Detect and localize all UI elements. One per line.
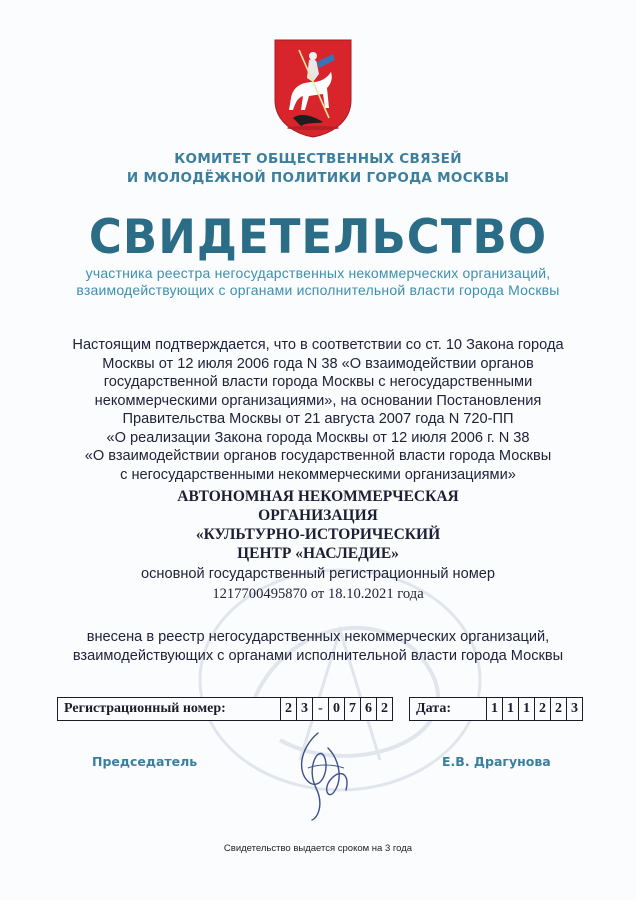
body-line: некоммерческими организациями», на основании Постановления bbox=[94, 392, 542, 409]
registration-number-box bbox=[57, 697, 393, 721]
registration-digit: 7 bbox=[344, 698, 360, 720]
committee-name-line1: КОМИТЕТ ОБЩЕСТВЕННЫХ СВЯЗЕЙ bbox=[174, 151, 462, 167]
registration-digit: 2 bbox=[280, 698, 296, 720]
registration-digit: 3 bbox=[296, 698, 312, 720]
registry-entry-line1: внесена в реестр негосударственных некоммерческих организаций, bbox=[86, 629, 550, 645]
registration-separator: - bbox=[312, 698, 328, 720]
date-digit: 1 bbox=[502, 698, 518, 720]
validity-note: Свидетельство выдается сроком на 3 года bbox=[223, 843, 413, 854]
signer-position: Председатель bbox=[92, 754, 198, 769]
moscow-coat-of-arms-icon bbox=[273, 38, 353, 138]
registration-number-label: Регистрационный номер: bbox=[64, 701, 226, 716]
date-digit: 1 bbox=[486, 698, 502, 720]
signer-name: Е.В. Драгунова bbox=[442, 754, 551, 769]
date-box bbox=[409, 697, 583, 721]
date-digit: 3 bbox=[566, 698, 582, 720]
body-line: государственной власти города Москвы с негосударственными bbox=[103, 374, 533, 390]
body-line: «О реализации Закона города Москвы от 12 июля 2006 г. N 38 bbox=[106, 429, 530, 446]
organization-name bbox=[0, 487, 636, 563]
date-cells bbox=[486, 698, 582, 720]
registration-digit: 2 bbox=[376, 698, 392, 720]
body-line: Правительства Москвы от 21 августа 2007 года N 720-ПП bbox=[122, 411, 514, 427]
certificate-title: СВИДЕТЕЛЬСТВО bbox=[88, 208, 548, 265]
committee-name-line2: И МОЛОДЁЖНОЙ ПОЛИТИКИ ГОРОДА МОСКВЫ bbox=[126, 170, 510, 186]
subtitle-line2: взаимодействующих с органами исполнительной власти города Москвы bbox=[76, 282, 560, 298]
body-line: с негосударственными некоммерческими организациями» bbox=[120, 466, 516, 483]
body-line: Настоящим подтверждается, что в соответствии со ст. 10 Закона города bbox=[72, 337, 564, 353]
body-line: Москвы от 12 июля 2006 года N 38 «О взаимодействии органов bbox=[102, 355, 534, 372]
subtitle-line1: участника реестра негосударственных некоммерческих организаций, bbox=[85, 265, 551, 281]
registration-number-cells bbox=[280, 698, 392, 720]
date-digit: 2 bbox=[534, 698, 550, 720]
organization-line: АВТОНОМНАЯ НЕКОММЕРЧЕСКАЯ bbox=[177, 488, 459, 505]
date-digit: 2 bbox=[550, 698, 566, 720]
ogrn-label: основной государственный регистрационный номер bbox=[140, 566, 495, 582]
handwritten-signature-icon bbox=[288, 728, 358, 823]
organization-line: ОРГАНИЗАЦИЯ bbox=[258, 507, 378, 524]
organization-line: ЦЕНТР «НАСЛЕДИЕ» bbox=[237, 545, 399, 562]
date-label: Дата: bbox=[416, 701, 451, 716]
registration-digit: 6 bbox=[360, 698, 376, 720]
registration-digit: 0 bbox=[328, 698, 344, 720]
organization-line: «КУЛЬТУРНО-ИСТОРИЧЕСКИЙ bbox=[195, 526, 441, 543]
body-line: «О взаимодействии органов государственной власти города Москвы bbox=[84, 448, 552, 464]
date-digit: 1 bbox=[518, 698, 534, 720]
registry-entry-line2: взаимодействующих с органами исполнительной власти города Москвы bbox=[72, 648, 564, 664]
body-paragraph bbox=[40, 336, 596, 484]
ogrn-value: 1217700495870 от 18.10.2021 года bbox=[212, 586, 424, 602]
